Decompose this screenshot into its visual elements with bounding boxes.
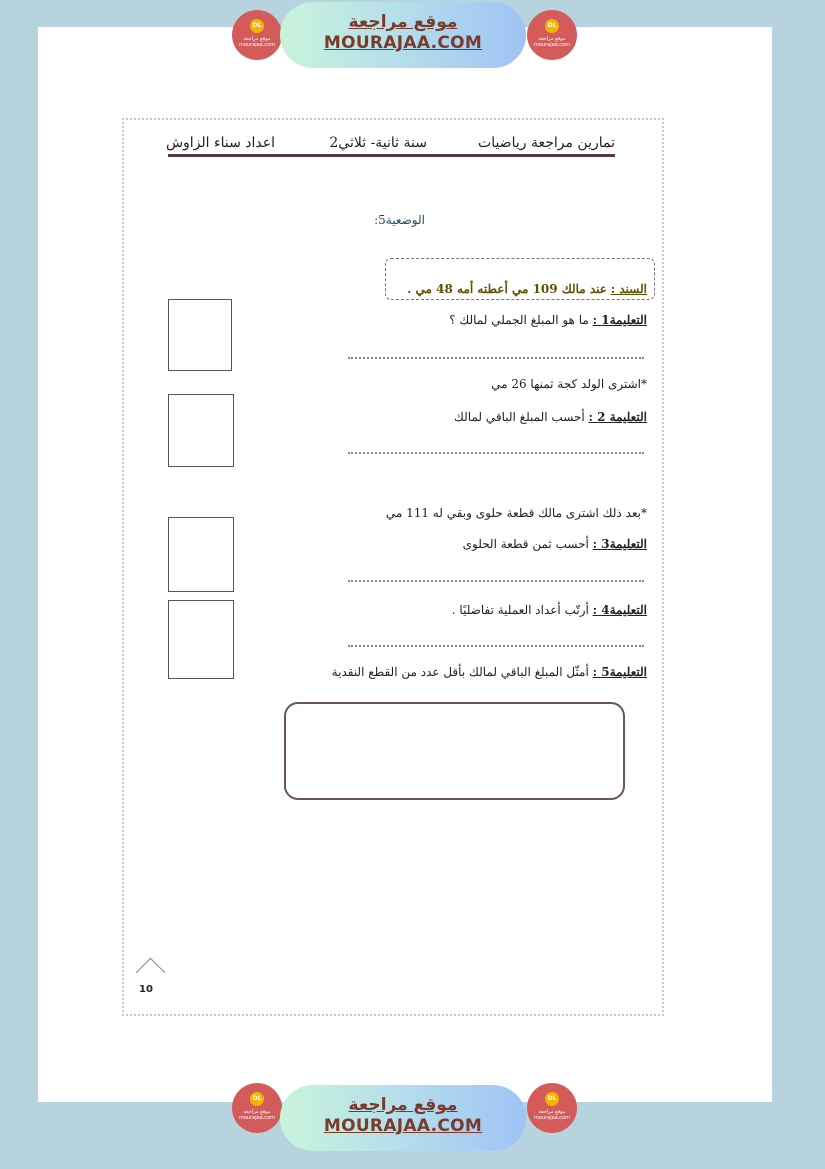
instruction-label: التعليمة4 : bbox=[592, 603, 647, 617]
site-name-en: MOURAJAA.COM bbox=[323, 1116, 483, 1136]
coins-answer-box[interactable] bbox=[284, 702, 625, 800]
logo-badge-right-top bbox=[527, 10, 577, 60]
answer-line-1[interactable] bbox=[348, 357, 644, 359]
instruction-text: أرتّب أعداد العملية تفاضليًا . bbox=[451, 603, 589, 617]
instruction-text: أحسب المبلغ الباقي لمالك bbox=[454, 410, 585, 424]
statement-label: السند : bbox=[610, 282, 647, 296]
sheet-title: تمارين مراجعة رياضيات bbox=[478, 135, 615, 151]
score-box-1[interactable] bbox=[168, 299, 232, 371]
coin-icon: DL bbox=[545, 1092, 559, 1106]
situation-heading: الوضعية5: bbox=[374, 213, 425, 227]
site-name-en: MOURAJAA.COM bbox=[323, 33, 483, 53]
badge-text-en: mourajaa.com bbox=[533, 42, 570, 48]
page-number: 10 bbox=[139, 984, 153, 995]
logo-badge-left-bottom bbox=[232, 1083, 282, 1133]
statement-text: عند مالك 109 مي أعطته أمه 48 مي . bbox=[407, 282, 607, 296]
coin-icon: DL bbox=[250, 1092, 264, 1106]
site-name-ar: موقع مراجعة bbox=[348, 12, 458, 32]
badge-text-ar: موقع مراجعة bbox=[538, 36, 566, 42]
instruction-text: ما هو المبلغ الجملي لمالك ؟ bbox=[449, 313, 589, 327]
instruction-1 bbox=[449, 313, 647, 327]
event-2: *بعد ذلك اشترى مالك قطعة حلوى وبقي له 111 مي bbox=[385, 506, 647, 520]
sheet-author: اعداد سناء الزاوش bbox=[165, 135, 275, 151]
score-box-4[interactable] bbox=[168, 600, 234, 679]
answer-line-2[interactable] bbox=[348, 452, 644, 454]
instruction-label: التعليمة5 : bbox=[592, 665, 647, 679]
logo-badge-right-bottom bbox=[527, 1083, 577, 1133]
instruction-text: أحسب ثمن قطعة الحلوى bbox=[462, 537, 589, 551]
badge-text-ar: موقع مراجعة bbox=[538, 1109, 566, 1115]
statement bbox=[407, 282, 647, 296]
score-box-2[interactable] bbox=[168, 394, 234, 467]
instruction-label: التعليمة1 : bbox=[592, 313, 647, 327]
badge-text-en: mourajaa.com bbox=[533, 1115, 570, 1121]
site-banner-top[interactable] bbox=[280, 2, 526, 68]
instruction-2 bbox=[454, 410, 647, 424]
badge-text-en: mourajaa.com bbox=[238, 1115, 275, 1121]
instruction-label: التعليمة 2 : bbox=[588, 410, 647, 424]
badge-text-en: mourajaa.com bbox=[238, 42, 275, 48]
answer-line-3[interactable] bbox=[348, 580, 644, 582]
site-name-ar: موقع مراجعة bbox=[348, 1095, 458, 1115]
header-rule bbox=[168, 154, 615, 157]
answer-line-4[interactable] bbox=[348, 645, 644, 647]
sheet-grade: سنة ثانية- ثلاثي2 bbox=[329, 135, 427, 151]
badge-text-ar: موقع مراجعة bbox=[243, 1109, 271, 1115]
coin-icon: DL bbox=[545, 19, 559, 33]
coin-icon: DL bbox=[250, 19, 264, 33]
event-1: *اشترى الولد كجة ثمنها 26 مي bbox=[491, 377, 647, 391]
logo-badge-left-top bbox=[232, 10, 282, 60]
instruction-5 bbox=[332, 665, 647, 679]
instruction-label: التعليمة3 : bbox=[592, 537, 647, 551]
score-box-3[interactable] bbox=[168, 517, 234, 592]
badge-text-ar: موقع مراجعة bbox=[243, 36, 271, 42]
instruction-text: أمثّل المبلغ الباقي لمالك بأقل عدد من القطع النقدية bbox=[331, 665, 589, 679]
instruction-4 bbox=[452, 603, 647, 617]
instruction-3 bbox=[463, 537, 647, 551]
site-banner-bottom[interactable] bbox=[280, 1085, 526, 1151]
